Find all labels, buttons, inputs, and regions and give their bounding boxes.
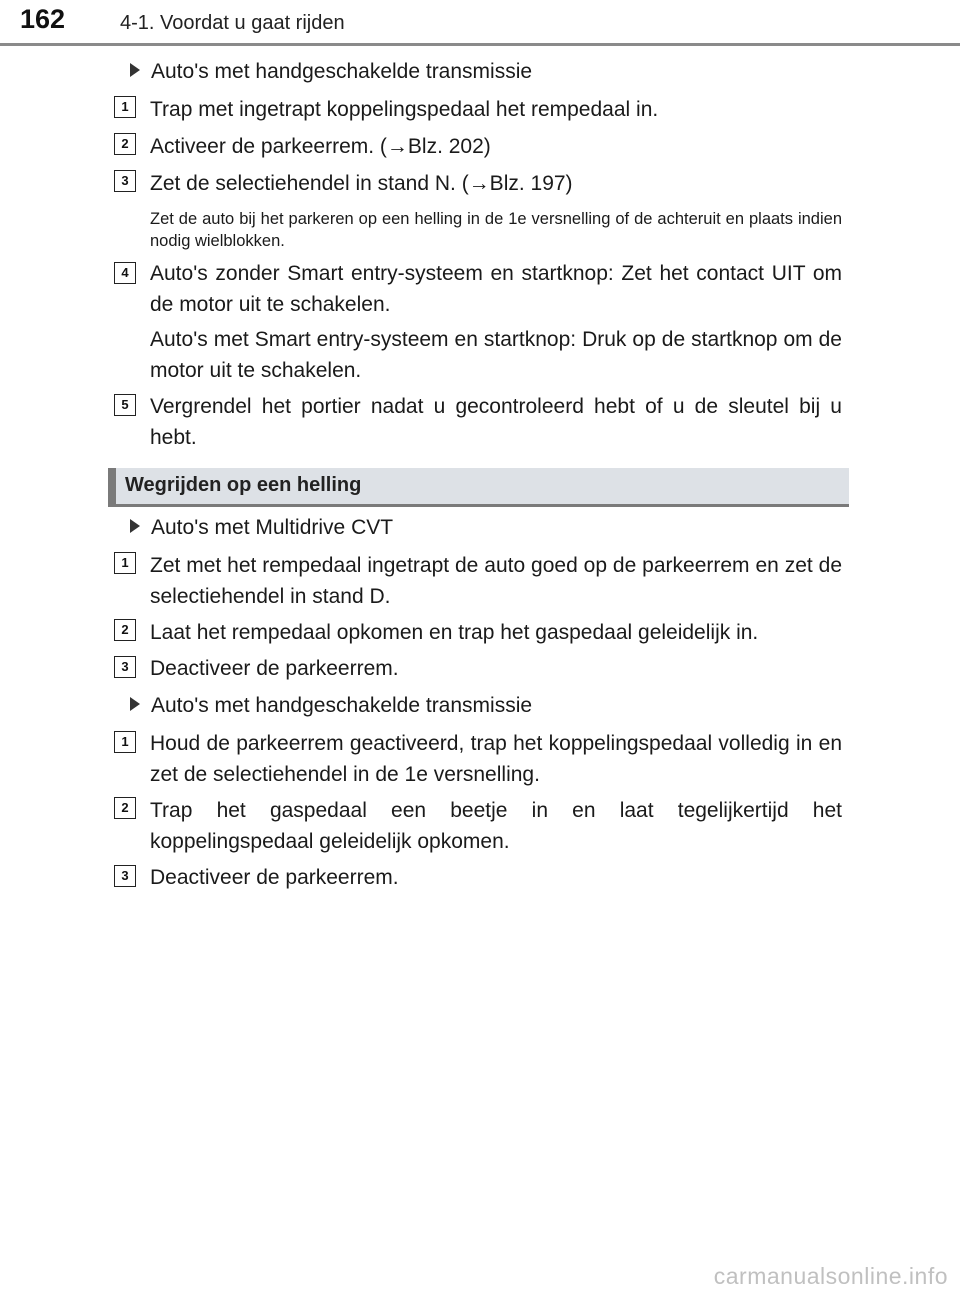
step-text: Trap het gaspedaal een beetje in en laat tegelijkertijd het koppelingspedaal geleidelijk opkomen.: [150, 799, 842, 853]
step-number-badge: 1: [114, 96, 136, 118]
step-number-badge: 1: [114, 731, 136, 753]
step-text: Deactiveer de parkeerrem.: [150, 657, 399, 680]
section-heading: [108, 468, 849, 507]
step-number-badge: 2: [114, 133, 136, 155]
step-text: Auto's zonder Smart entry-systeem en startknop: Zet het contact UIT om de motor uit te schakelen.: [150, 262, 842, 316]
step-number-badge: 5: [114, 394, 136, 416]
triangle-bullet-icon: [130, 63, 140, 77]
subheading-manual-parking: [130, 60, 532, 84]
step-number-badge: 3: [114, 656, 136, 678]
step-text: Activeer de parkeerrem. (→Blz. 202): [150, 135, 491, 158]
step-number-badge: 2: [114, 797, 136, 819]
page-number: 162: [20, 4, 66, 34]
step-text-continued: Auto's met Smart entry-systeem en startknop: Druk op de startknop om de motor uit te schakelen.: [150, 328, 842, 382]
watermark: carmanualsonline.info: [713, 1263, 948, 1289]
subheading-text: Auto's met handgeschakelde transmissie: [151, 694, 533, 717]
step-number-badge: 3: [114, 170, 136, 192]
step-text: Zet de selectiehendel in stand N. (→Blz. 197): [150, 172, 573, 195]
step-number-badge: 1: [114, 552, 136, 574]
step-number-badge: 4: [114, 262, 136, 284]
step-number-badge: 3: [114, 865, 136, 887]
subheading-manual-uphill: [130, 694, 532, 718]
step-text: Trap met ingetrapt koppelingspedaal het rempedaal in.: [150, 98, 659, 121]
parking-note: Zet de auto bij het parkeren op een helling in de 1e versnelling of de achteruit en plaats indien nodig wielblokken.: [150, 210, 842, 250]
step-text: Deactiveer de parkeerrem.: [150, 866, 399, 889]
triangle-bullet-icon: [130, 519, 140, 533]
step-text: Zet met het rempedaal ingetrapt de auto goed op de parkeerrem en zet de selectiehendel in stand D.: [150, 554, 842, 608]
triangle-bullet-icon: [130, 697, 140, 711]
chapter-title: 4-1. Voordat u gaat rijden: [120, 12, 345, 34]
section-title: Wegrijden op een helling: [125, 474, 362, 496]
section-accent: [108, 468, 116, 504]
subheading-text: Auto's met handgeschakelde transmissie: [151, 60, 533, 83]
step-text: Houd de parkeerrem geactiveerd, trap het koppelingspedaal volledig in en zet de selectiehendel in de 1e versnelling.: [150, 732, 842, 786]
subheading-text: Auto's met Multidrive CVT: [151, 516, 394, 539]
step-text: Laat het rempedaal opkomen en trap het gaspedaal geleidelijk in.: [150, 621, 759, 644]
step-number-badge: 2: [114, 619, 136, 641]
subheading-cvt: [130, 516, 393, 540]
step-text: Vergrendel het portier nadat u gecontroleerd hebt of u de sleutel bij u hebt.: [150, 395, 842, 449]
